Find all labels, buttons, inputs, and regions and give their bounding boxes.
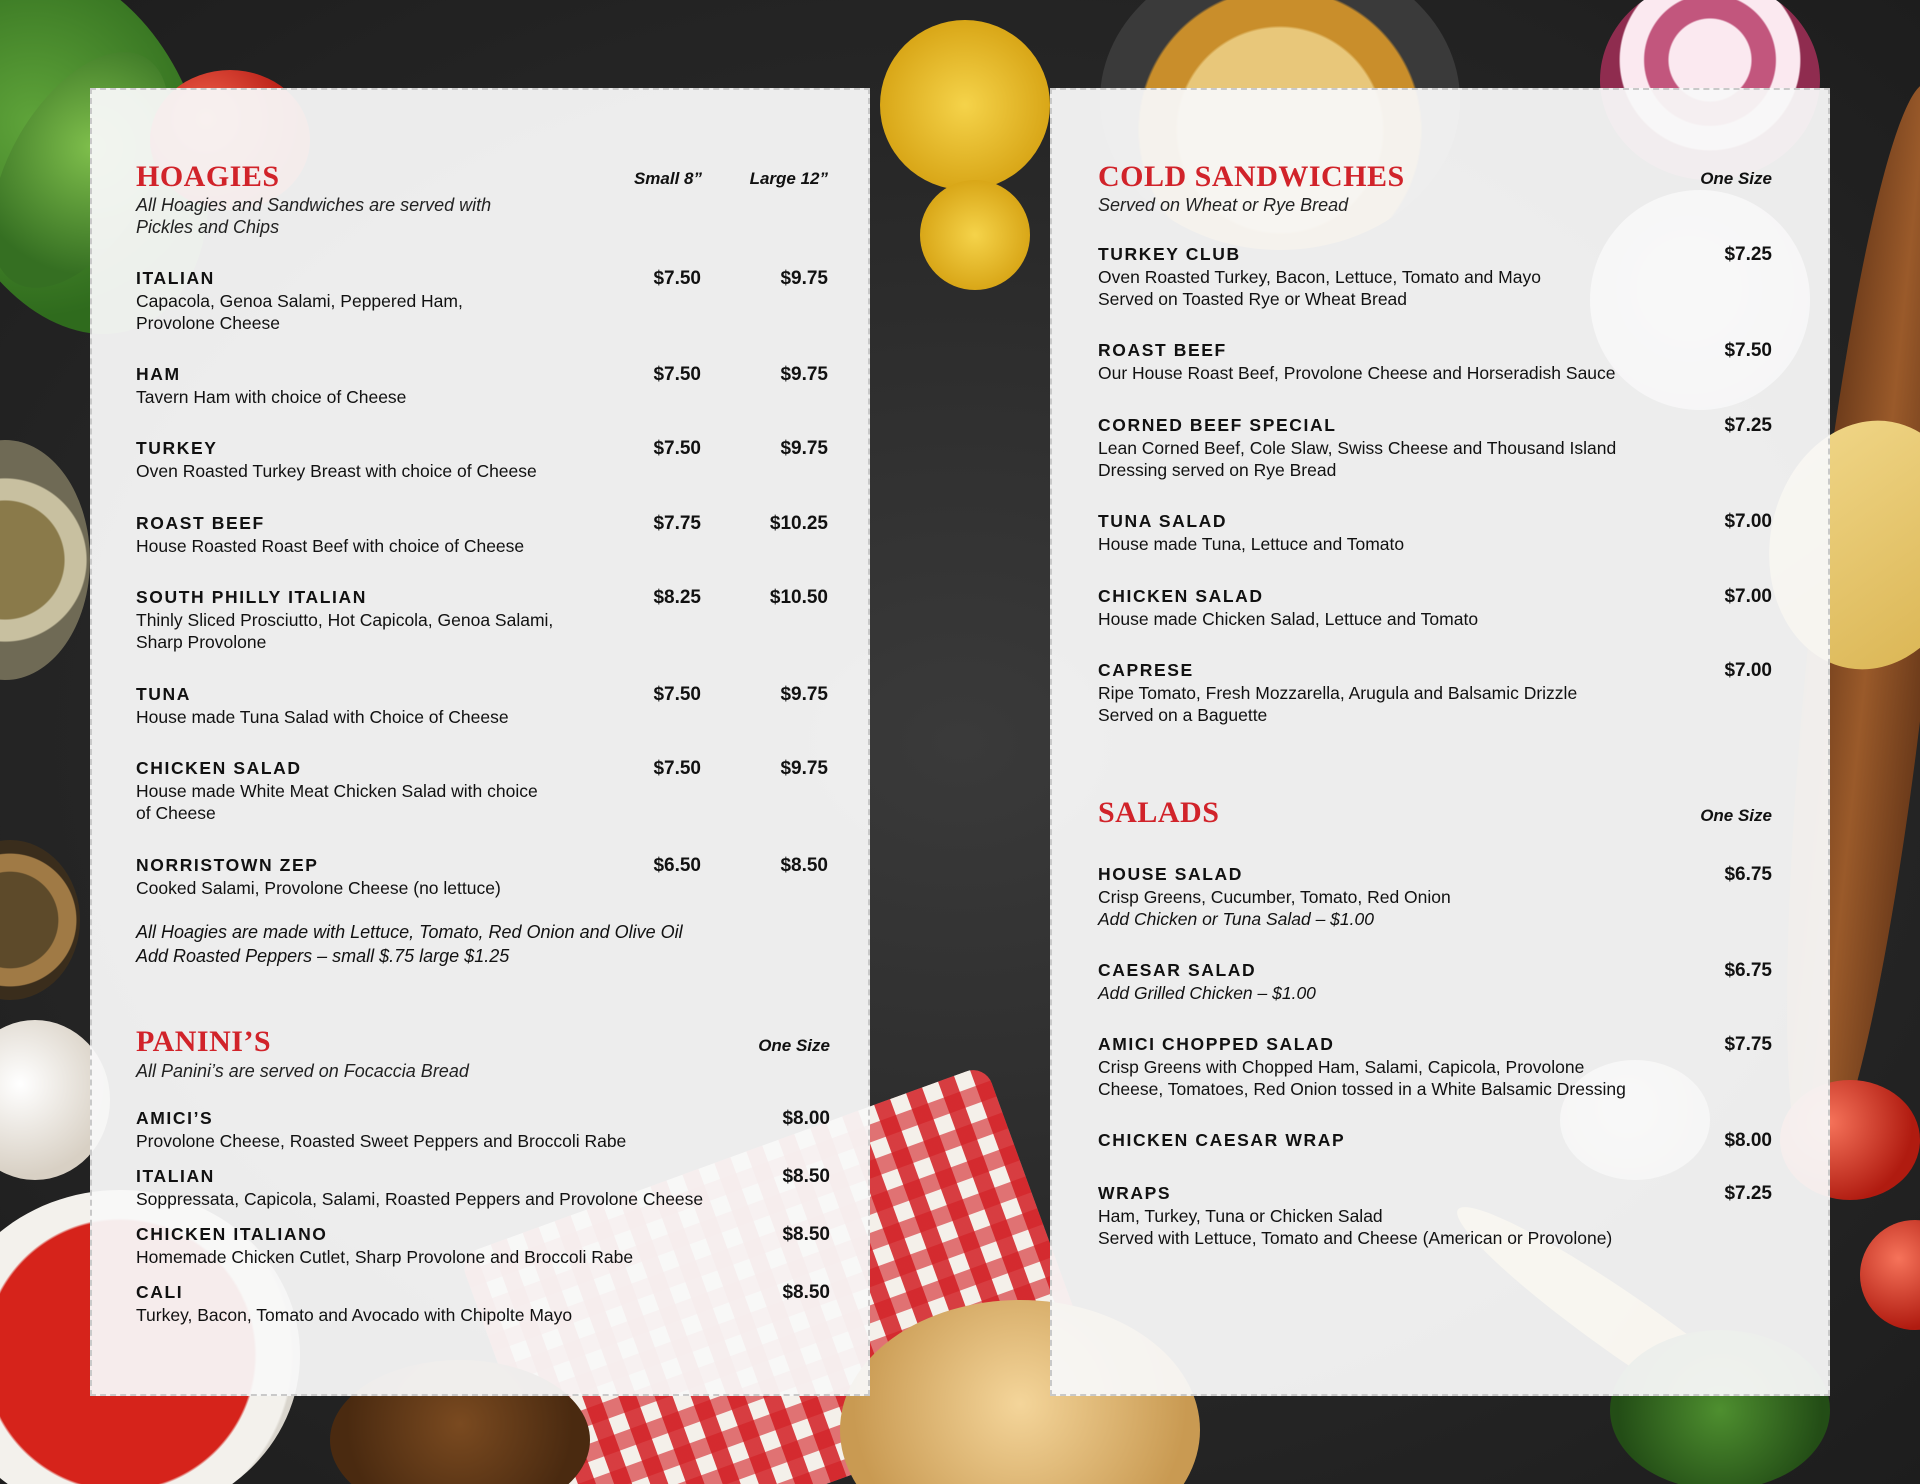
section-subtitle: All Panini’s are served on Focaccia Bread bbox=[136, 1061, 469, 1081]
item-name: WRAPS bbox=[1098, 1183, 1172, 1203]
item-description: Homemade Chicken Cutlet, Sharp Provolone and Broccoli Rabe bbox=[136, 1247, 634, 1267]
item-description: of Cheese bbox=[136, 803, 216, 823]
item-price-small: $7.50 bbox=[653, 364, 701, 385]
item-description: Crisp Greens with Chopped Ham, Salami, Capicola, Provolone bbox=[1098, 1057, 1585, 1077]
menu-panel-left bbox=[90, 88, 870, 1396]
item-name: ROAST BEEF bbox=[1098, 340, 1227, 360]
item-name: CHICKEN SALAD bbox=[1098, 586, 1264, 606]
item-name: HAM bbox=[136, 364, 181, 384]
item-description: Oven Roasted Turkey, Bacon, Lettuce, Tomato and Mayo bbox=[1098, 267, 1541, 287]
item-price-small: $6.50 bbox=[653, 855, 701, 876]
item-price-large: $8.50 bbox=[780, 855, 828, 876]
item-name: CAPRESE bbox=[1098, 660, 1194, 680]
item-price: $7.50 bbox=[1724, 340, 1772, 361]
item-name: CAESAR SALAD bbox=[1098, 960, 1257, 980]
column-head-large: Large 12” bbox=[749, 169, 828, 188]
item-description: Ham, Turkey, Tuna or Chicken Salad bbox=[1098, 1206, 1383, 1226]
item-name: TUNA SALAD bbox=[1098, 511, 1228, 531]
item-price: $8.50 bbox=[782, 1282, 830, 1303]
item-name: TURKEY bbox=[136, 438, 218, 458]
item-description: Capacola, Genoa Salami, Peppered Ham, bbox=[136, 291, 463, 311]
item-name: CORNED BEEF SPECIAL bbox=[1098, 415, 1337, 435]
item-description: Lean Corned Beef, Cole Slaw, Swiss Cheese and Thousand Island bbox=[1098, 438, 1617, 458]
section-title-paninis: PANINI’S bbox=[136, 1025, 272, 1058]
item-price: $8.00 bbox=[1724, 1130, 1772, 1151]
section-subtitle: Served on Wheat or Rye Bread bbox=[1098, 195, 1349, 215]
item-description: Turkey, Bacon, Tomato and Avocado with Chipolte Mayo bbox=[136, 1305, 573, 1325]
item-price-large: $10.25 bbox=[769, 513, 828, 534]
item-name: HOUSE SALAD bbox=[1098, 864, 1243, 884]
item-price: $7.00 bbox=[1724, 511, 1772, 532]
item-description: Provolone Cheese bbox=[136, 313, 280, 333]
item-name: AMICI’S bbox=[136, 1108, 214, 1128]
item-price-large: $9.75 bbox=[780, 268, 828, 289]
item-description: House made White Meat Chicken Salad with choice bbox=[136, 781, 538, 801]
item-name: CALI bbox=[136, 1282, 184, 1302]
column-head-one-size: One Size bbox=[758, 1036, 830, 1055]
item-name: TURKEY CLUB bbox=[1098, 244, 1241, 264]
item-description: Served with Lettuce, Tomato and Cheese (American or Provolone) bbox=[1098, 1228, 1613, 1248]
item-name: CHICKEN CAESAR WRAP bbox=[1098, 1130, 1346, 1150]
hoagie-note: All Hoagies are made with Lettuce, Tomato, Red Onion and Olive Oil bbox=[136, 922, 683, 942]
item-price-large: $10.50 bbox=[769, 587, 828, 608]
item-name: CHICKEN ITALIANO bbox=[136, 1224, 328, 1244]
section-subtitle: All Hoagies and Sandwiches are served with bbox=[136, 195, 492, 215]
item-price-small: $7.50 bbox=[653, 268, 701, 289]
column-head-one-size: One Size bbox=[1700, 806, 1772, 825]
item-name: ROAST BEEF bbox=[136, 513, 265, 533]
item-description: House made Tuna Salad with Choice of Cheese bbox=[136, 707, 509, 727]
section-title-hoagies: HOAGIES bbox=[136, 160, 280, 193]
item-price-small: $7.75 bbox=[653, 513, 701, 534]
item-description: Sharp Provolone bbox=[136, 632, 267, 652]
section-subtitle: Pickles and Chips bbox=[136, 217, 280, 237]
peppercorn-bowl-image bbox=[0, 840, 80, 1000]
peppercorn-bowl-image bbox=[0, 440, 90, 680]
item-name: AMICI CHOPPED SALAD bbox=[1098, 1034, 1335, 1054]
item-description: Tavern Ham with choice of Cheese bbox=[136, 387, 407, 407]
section-title-salads: SALADS bbox=[1098, 796, 1220, 829]
item-price-small: $7.50 bbox=[653, 758, 701, 779]
item-price-small: $7.50 bbox=[653, 684, 701, 705]
pasta-image bbox=[920, 180, 1030, 290]
item-description: House Roasted Roast Beef with choice of Cheese bbox=[136, 536, 525, 556]
item-description: Our House Roast Beef, Provolone Cheese and Horseradish Sauce bbox=[1098, 363, 1616, 383]
item-name: TUNA bbox=[136, 684, 192, 704]
item-description: Cheese, Tomatoes, Red Onion tossed in a White Balsamic Dressing bbox=[1098, 1079, 1626, 1099]
item-description: Provolone Cheese, Roasted Sweet Peppers and Broccoli Rabe bbox=[136, 1131, 627, 1151]
item-price-large: $9.75 bbox=[780, 684, 828, 705]
item-name: SOUTH PHILLY ITALIAN bbox=[136, 587, 367, 607]
item-price: $7.25 bbox=[1724, 415, 1772, 436]
item-price-large: $9.75 bbox=[780, 758, 828, 779]
item-description: Dressing served on Rye Bread bbox=[1098, 460, 1337, 480]
item-description: Oven Roasted Turkey Breast with choice of Cheese bbox=[136, 461, 537, 481]
item-description: Ripe Tomato, Fresh Mozzarella, Arugula and Balsamic Drizzle bbox=[1098, 683, 1578, 703]
item-price: $8.00 bbox=[782, 1108, 830, 1129]
item-price: $7.00 bbox=[1724, 586, 1772, 607]
item-price: $7.25 bbox=[1724, 244, 1772, 265]
item-name: ITALIAN bbox=[136, 1166, 215, 1186]
item-price-small: $8.25 bbox=[653, 587, 701, 608]
column-head-one-size: One Size bbox=[1700, 169, 1772, 188]
item-price-small: $7.50 bbox=[653, 438, 701, 459]
item-price: $7.00 bbox=[1724, 660, 1772, 681]
item-description: Served on Toasted Rye or Wheat Bread bbox=[1098, 289, 1408, 309]
item-price: $8.50 bbox=[782, 1166, 830, 1187]
menu-panel-right bbox=[1050, 88, 1830, 1396]
item-price: $6.75 bbox=[1724, 864, 1772, 885]
item-description: House made Chicken Salad, Lettuce and Tomato bbox=[1098, 609, 1479, 629]
item-price: $6.75 bbox=[1724, 960, 1772, 981]
item-price-large: $9.75 bbox=[780, 364, 828, 385]
item-description: House made Tuna, Lettuce and Tomato bbox=[1098, 534, 1405, 554]
item-name: CHICKEN SALAD bbox=[136, 758, 302, 778]
section-title-cold-sandwiches: COLD SANDWICHES bbox=[1098, 160, 1405, 193]
column-head-small: Small 8” bbox=[633, 169, 702, 188]
item-addon: Add Chicken or Tuna Salad – $1.00 bbox=[1098, 909, 1374, 929]
item-price: $8.50 bbox=[782, 1224, 830, 1245]
item-price: $7.75 bbox=[1724, 1034, 1772, 1055]
item-description: Cooked Salami, Provolone Cheese (no lettuce) bbox=[136, 878, 501, 898]
item-name: ITALIAN bbox=[136, 268, 215, 288]
item-description: Served on a Baguette bbox=[1098, 705, 1268, 725]
item-description: Crisp Greens, Cucumber, Tomato, Red Onion bbox=[1098, 887, 1451, 907]
item-description: Thinly Sliced Prosciutto, Hot Capicola, Genoa Salami, bbox=[136, 610, 554, 630]
hoagie-note: Add Roasted Peppers – small $.75 large $1.25 bbox=[136, 946, 510, 966]
tomato-image bbox=[1860, 1220, 1920, 1330]
item-price: $7.25 bbox=[1724, 1183, 1772, 1204]
item-price-large: $9.75 bbox=[780, 438, 828, 459]
item-name: NORRISTOWN ZEP bbox=[136, 855, 319, 875]
item-description: Soppressata, Capicola, Salami, Roasted Peppers and Provolone Cheese bbox=[136, 1189, 704, 1209]
item-addon: Add Grilled Chicken – $1.00 bbox=[1098, 983, 1316, 1003]
pasta-image bbox=[880, 20, 1050, 190]
